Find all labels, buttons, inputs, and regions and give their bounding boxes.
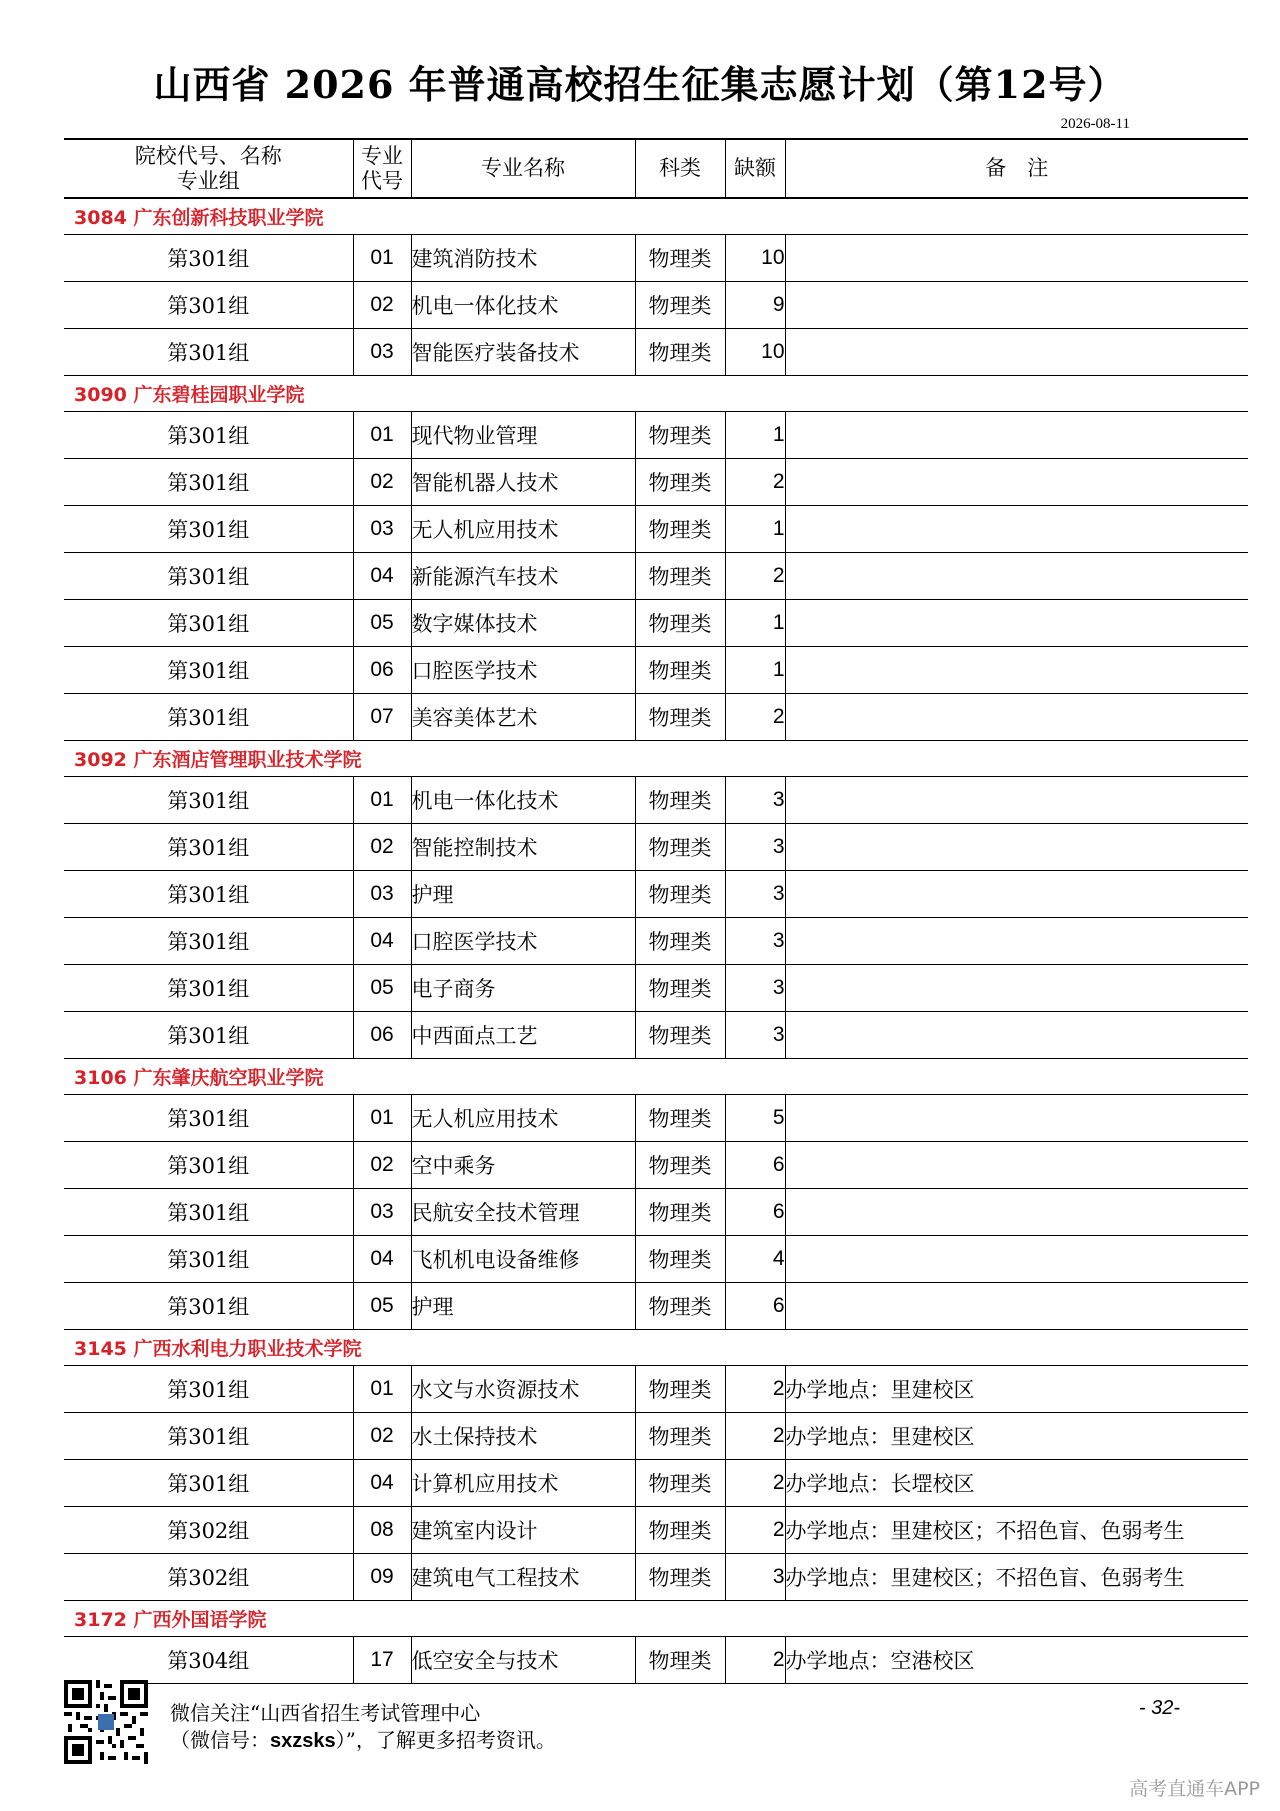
quota-cell: 3: [725, 1553, 785, 1600]
quota-cell: 2: [725, 1412, 785, 1459]
footer-wechat-line: 微信关注“山西省招生考试管理中心: [170, 1701, 481, 1725]
quota-cell: 3: [725, 917, 785, 964]
major-code-cell: 05: [353, 964, 411, 1011]
page-title: 山西省 2026 年普通高校招生征集志愿计划（第12号）: [153, 62, 1127, 107]
category-cell: 物理类: [635, 328, 725, 375]
group-cell: 第301组: [64, 1459, 353, 1506]
table-row: [64, 1412, 1248, 1459]
major-name-cell: 口腔医学技术: [411, 917, 635, 964]
quota-cell: 6: [725, 1282, 785, 1329]
category-cell: 物理类: [635, 1011, 725, 1058]
group-cell: 第301组: [64, 599, 353, 646]
school-header-row: [64, 740, 1248, 776]
category-cell: 物理类: [635, 599, 725, 646]
school-name: 3092 广东酒店管理职业技术学院: [64, 740, 1248, 776]
major-code-cell: 04: [353, 1459, 411, 1506]
group-cell: 第301组: [64, 1094, 353, 1141]
table-row: [64, 646, 1248, 693]
group-cell: 第301组: [64, 328, 353, 375]
note-cell: [785, 823, 1248, 870]
group-cell: 第301组: [64, 1412, 353, 1459]
group-cell: 第301组: [64, 552, 353, 599]
major-name-cell: 建筑室内设计: [411, 1506, 635, 1553]
major-code-cell: 04: [353, 1235, 411, 1282]
group-cell: 第301组: [64, 870, 353, 917]
quota-cell: 6: [725, 1188, 785, 1235]
quota-cell: 2: [725, 693, 785, 740]
note-cell: [785, 1094, 1248, 1141]
major-code-cell: 05: [353, 599, 411, 646]
category-cell: 物理类: [635, 776, 725, 823]
school-header-row: [64, 198, 1248, 234]
major-code-cell: 02: [353, 1141, 411, 1188]
note-cell: [785, 1141, 1248, 1188]
major-code-cell: 01: [353, 411, 411, 458]
category-cell: 物理类: [635, 1282, 725, 1329]
table-row: [64, 917, 1248, 964]
note-cell: 办学地点：里建校区: [785, 1412, 1248, 1459]
group-cell: 第301组: [64, 281, 353, 328]
quota-cell: 1: [725, 505, 785, 552]
category-cell: 物理类: [635, 505, 725, 552]
table-body: [64, 198, 1248, 1683]
category-cell: 物理类: [635, 917, 725, 964]
major-code-cell: 06: [353, 646, 411, 693]
school-header-row: [64, 1329, 1248, 1365]
table-row: [64, 281, 1248, 328]
major-code-cell: 03: [353, 328, 411, 375]
note-cell: [785, 917, 1248, 964]
category-cell: 物理类: [635, 964, 725, 1011]
header-major-code: [353, 139, 411, 198]
school-header-row: [64, 1600, 1248, 1636]
table-row: [64, 1365, 1248, 1412]
school-name: 3106 广东肇庆航空职业学院: [64, 1058, 1248, 1094]
major-code-cell: 01: [353, 776, 411, 823]
note-cell: [785, 599, 1248, 646]
table-row: [64, 1459, 1248, 1506]
note-cell: [785, 964, 1248, 1011]
school-header-row: [64, 375, 1248, 411]
quota-cell: 2: [725, 552, 785, 599]
table-row: [64, 328, 1248, 375]
publish-date: 2026-08-11: [1060, 116, 1130, 132]
major-name-cell: 水文与水资源技术: [411, 1365, 635, 1412]
category-cell: 物理类: [635, 646, 725, 693]
note-cell: 办学地点：长堽校区: [785, 1459, 1248, 1506]
note-cell: [785, 281, 1248, 328]
header-school-label: 院校代号、名称: [134, 144, 282, 169]
note-cell: [785, 1282, 1248, 1329]
group-cell: 第302组: [64, 1506, 353, 1553]
note-cell: 办学地点：里建校区；不招色盲、色弱考生: [785, 1506, 1248, 1553]
major-code-cell: 01: [353, 1365, 411, 1412]
major-name-cell: 电子商务: [411, 964, 635, 1011]
category-cell: 物理类: [635, 1235, 725, 1282]
major-name-cell: 护理: [411, 870, 635, 917]
note-cell: [785, 458, 1248, 505]
note-cell: [785, 234, 1248, 281]
category-cell: 物理类: [635, 693, 725, 740]
major-name-cell: 飞机机电设备维修: [411, 1235, 635, 1282]
footer-id-suffix: ）”，了解更多招考资讯。: [335, 1728, 556, 1752]
major-name-cell: 中西面点工艺: [411, 1011, 635, 1058]
major-code-cell: 03: [353, 505, 411, 552]
quota-cell: 9: [725, 281, 785, 328]
group-cell: 第301组: [64, 823, 353, 870]
qr-code-icon: [64, 1680, 148, 1764]
category-cell: 物理类: [635, 458, 725, 505]
major-name-cell: 智能医疗装备技术: [411, 328, 635, 375]
major-name-cell: 现代物业管理: [411, 411, 635, 458]
major-name-cell: 数字媒体技术: [411, 599, 635, 646]
quota-cell: 6: [725, 1141, 785, 1188]
note-cell: [785, 1011, 1248, 1058]
category-cell: 物理类: [635, 1094, 725, 1141]
major-name-cell: 美容美体艺术: [411, 693, 635, 740]
group-cell: 第301组: [64, 458, 353, 505]
major-name-cell: 机电一体化技术: [411, 776, 635, 823]
school-name: 3084 广东创新科技职业学院: [64, 198, 1248, 234]
major-name-cell: 机电一体化技术: [411, 281, 635, 328]
header-major-code-line1: 专业: [361, 144, 403, 169]
quota-cell: 3: [725, 823, 785, 870]
note-cell: [785, 776, 1248, 823]
major-code-cell: 06: [353, 1011, 411, 1058]
wechat-id: sxzsks: [270, 1730, 336, 1752]
major-code-cell: 05: [353, 1282, 411, 1329]
major-code-cell: 02: [353, 458, 411, 505]
major-code-cell: 02: [353, 281, 411, 328]
quota-cell: 2: [725, 458, 785, 505]
watermark: 高考直通车APP: [1129, 1778, 1260, 1800]
table-row: [64, 505, 1248, 552]
category-cell: 物理类: [635, 1412, 725, 1459]
group-cell: 第301组: [64, 776, 353, 823]
major-name-cell: 新能源汽车技术: [411, 552, 635, 599]
group-cell: 第301组: [64, 1141, 353, 1188]
category-cell: 物理类: [635, 552, 725, 599]
school-name: 3090 广东碧桂园职业学院: [64, 375, 1248, 411]
group-cell: 第304组: [64, 1636, 353, 1683]
table-row: [64, 1094, 1248, 1141]
category-cell: 物理类: [635, 1459, 725, 1506]
major-code-cell: 07: [353, 693, 411, 740]
group-cell: 第302组: [64, 1553, 353, 1600]
note-cell: [785, 328, 1248, 375]
category-cell: 物理类: [635, 234, 725, 281]
table-row: [64, 693, 1248, 740]
quota-cell: 3: [725, 1011, 785, 1058]
header-quota: 缺额: [725, 139, 785, 198]
group-cell: 第301组: [64, 964, 353, 1011]
enrollment-plan-table: [64, 138, 1248, 1684]
major-name-cell: 建筑消防技术: [411, 234, 635, 281]
school-name: 3172 广西外国语学院: [64, 1600, 1248, 1636]
category-cell: 物理类: [635, 1506, 725, 1553]
school-name: 3145 广西水利电力职业技术学院: [64, 1329, 1248, 1365]
note-cell: [785, 505, 1248, 552]
quota-cell: 4: [725, 1235, 785, 1282]
footer-wechat-id-line: [170, 1724, 556, 1753]
major-name-cell: 无人机应用技术: [411, 505, 635, 552]
major-name-cell: 低空安全与技术: [411, 1636, 635, 1683]
table-row: [64, 411, 1248, 458]
quota-cell: 2: [725, 1506, 785, 1553]
group-cell: 第301组: [64, 1188, 353, 1235]
header-major-name: 专业名称: [411, 139, 635, 198]
table-row: [64, 964, 1248, 1011]
footer-id-prefix: （微信号：: [170, 1728, 270, 1752]
quota-cell: 2: [725, 1636, 785, 1683]
category-cell: 物理类: [635, 823, 725, 870]
group-cell: 第301组: [64, 917, 353, 964]
table-row: [64, 1553, 1248, 1600]
major-code-cell: 02: [353, 823, 411, 870]
category-cell: 物理类: [635, 1141, 725, 1188]
school-header-row: [64, 1058, 1248, 1094]
major-code-cell: 01: [353, 234, 411, 281]
note-cell: 办学地点：里建校区；不招色盲、色弱考生: [785, 1553, 1248, 1600]
major-name-cell: 护理: [411, 1282, 635, 1329]
major-name-cell: 智能机器人技术: [411, 458, 635, 505]
note-cell: 办学地点：空港校区: [785, 1636, 1248, 1683]
note-cell: [785, 646, 1248, 693]
major-code-cell: 08: [353, 1506, 411, 1553]
table-row: [64, 1636, 1248, 1683]
major-name-cell: 口腔医学技术: [411, 646, 635, 693]
major-name-cell: 民航安全技术管理: [411, 1188, 635, 1235]
note-cell: [785, 411, 1248, 458]
category-cell: 物理类: [635, 411, 725, 458]
category-cell: 物理类: [635, 1636, 725, 1683]
table-row: [64, 599, 1248, 646]
quota-cell: 1: [725, 599, 785, 646]
table-row: [64, 458, 1248, 505]
quota-cell: 3: [725, 776, 785, 823]
group-cell: 第301组: [64, 505, 353, 552]
major-code-cell: 09: [353, 1553, 411, 1600]
note-cell: [785, 552, 1248, 599]
major-code-cell: 17: [353, 1636, 411, 1683]
quota-cell: 3: [725, 870, 785, 917]
group-cell: 第301组: [64, 1365, 353, 1412]
header-group-label: 专业组: [176, 168, 240, 193]
group-cell: 第301组: [64, 411, 353, 458]
note-cell: [785, 1188, 1248, 1235]
note-cell: [785, 693, 1248, 740]
group-cell: 第301组: [64, 1282, 353, 1329]
quota-cell: 3: [725, 964, 785, 1011]
major-name-cell: 智能控制技术: [411, 823, 635, 870]
major-name-cell: 建筑电气工程技术: [411, 1553, 635, 1600]
table-row: [64, 1188, 1248, 1235]
category-cell: 物理类: [635, 1188, 725, 1235]
table-row: [64, 552, 1248, 599]
category-cell: 物理类: [635, 1365, 725, 1412]
quota-cell: 2: [725, 1459, 785, 1506]
group-cell: 第301组: [64, 1235, 353, 1282]
group-cell: 第301组: [64, 234, 353, 281]
table-row: [64, 1506, 1248, 1553]
header-category: 科类: [635, 139, 725, 198]
major-code-cell: 01: [353, 1094, 411, 1141]
table-row: [64, 823, 1248, 870]
major-name-cell: 无人机应用技术: [411, 1094, 635, 1141]
table-row: [64, 1141, 1248, 1188]
note-cell: 办学地点：里建校区: [785, 1365, 1248, 1412]
group-cell: 第301组: [64, 693, 353, 740]
category-cell: 物理类: [635, 870, 725, 917]
quota-cell: 5: [725, 1094, 785, 1141]
major-name-cell: 空中乘务: [411, 1141, 635, 1188]
major-name-cell: 计算机应用技术: [411, 1459, 635, 1506]
quota-cell: 1: [725, 646, 785, 693]
category-cell: 物理类: [635, 281, 725, 328]
header-school-group: [64, 139, 353, 198]
table-row: [64, 776, 1248, 823]
group-cell: 第301组: [64, 646, 353, 693]
major-code-cell: 04: [353, 917, 411, 964]
quota-cell: 10: [725, 234, 785, 281]
quota-cell: 10: [725, 328, 785, 375]
page-number: - 32-: [1138, 1697, 1180, 1719]
group-cell: 第301组: [64, 1011, 353, 1058]
table-row: [64, 870, 1248, 917]
header-notes: 备 注: [785, 139, 1248, 198]
major-code-cell: 03: [353, 1188, 411, 1235]
table-row: [64, 234, 1248, 281]
major-code-cell: 03: [353, 870, 411, 917]
table-row: [64, 1011, 1248, 1058]
quota-cell: 2: [725, 1365, 785, 1412]
table-row: [64, 1235, 1248, 1282]
category-cell: 物理类: [635, 1553, 725, 1600]
table-header-row: [64, 139, 1248, 198]
major-code-cell: 02: [353, 1412, 411, 1459]
major-name-cell: 水土保持技术: [411, 1412, 635, 1459]
quota-cell: 1: [725, 411, 785, 458]
table-row: [64, 1282, 1248, 1329]
header-major-code-line2: 代号: [361, 168, 403, 193]
note-cell: [785, 870, 1248, 917]
note-cell: [785, 1235, 1248, 1282]
major-code-cell: 04: [353, 552, 411, 599]
